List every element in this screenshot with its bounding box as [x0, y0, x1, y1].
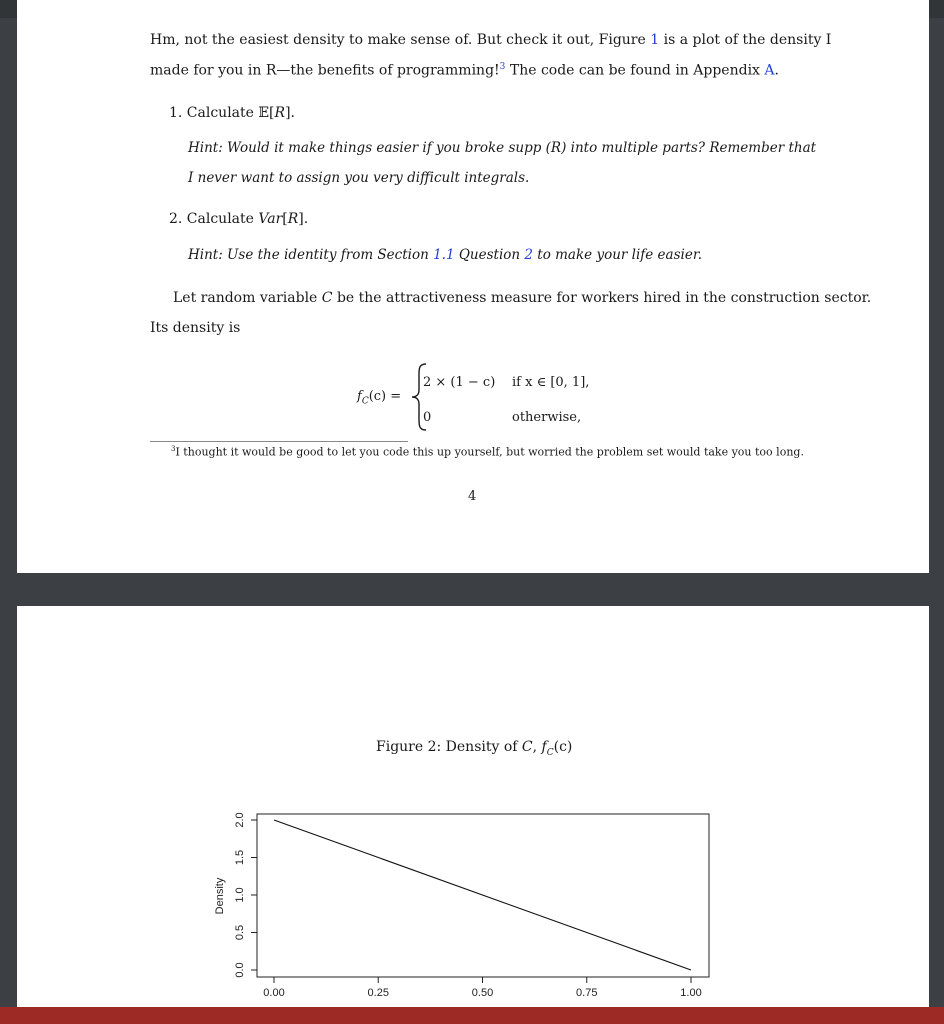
footnote-rule [150, 441, 408, 442]
hint-line: I never want to assign you very difficult integrals. [188, 170, 530, 186]
pdf-page-5 [17, 606, 929, 1007]
case-2-expression: 0 [423, 410, 432, 425]
x-tick-label: 0.25 [367, 987, 389, 999]
case-1-expression: 2 × (1 − c) [423, 375, 496, 390]
hint-line: Hint: Would it make things easier if you broke supp (R) into multiple parts? Remember that [188, 140, 817, 156]
question-2: 2. Calculate Var[R]. [169, 211, 309, 227]
viewer-bottom-bar [0, 1007, 944, 1024]
density-line [274, 820, 691, 970]
density-plot [17, 606, 929, 1007]
section-link[interactable]: 1.1 [433, 247, 455, 263]
paragraph-line: made for you in R—the benefits of programming!$^3$ The code can be found in Appendix A. [150, 62, 779, 79]
case-2-condition: otherwise, [512, 410, 582, 425]
hint-line: Hint: Use the identity from Section 1.1 Question 2 to make your life easier. [188, 247, 703, 263]
y-axis [234, 812, 257, 977]
appendix-link[interactable]: A [764, 62, 775, 79]
x-tick-label: 0.50 [471, 987, 494, 999]
y-tick-label: 0.5 [234, 924, 246, 941]
x-tick-label: 0.75 [576, 987, 598, 999]
pdf-page-4 [17, 0, 929, 573]
y-tick-label: 1.0 [234, 887, 246, 903]
footnote: $^3$I thought it would be good to let you code this up yourself, but worried the problem set would take you too long. [171, 445, 804, 459]
x-axis [263, 977, 701, 999]
y-tick-label: 0.0 [234, 962, 246, 978]
y-axis-label: Density [214, 877, 226, 915]
case-1-condition: if x ∈ [0, 1], [512, 375, 590, 390]
equation-lhs: $f_C(c)$ = [357, 389, 402, 407]
paragraph-line: Its density is [150, 320, 241, 336]
paragraph-line: Hm, not the easiest density to make sense of. But check it out, Figure 1 is a plot of the density I [150, 32, 832, 48]
footnote-link[interactable]: 3 [499, 62, 506, 72]
y-tick-label: 2.0 [234, 812, 246, 828]
series-layer [274, 820, 691, 970]
question-link[interactable]: 2 [524, 247, 533, 263]
paragraph-line: Let random variable C be the attractiveness measure for workers hired in the construction sector. [173, 290, 872, 306]
y-tick-label: 1.5 [234, 849, 246, 866]
x-tick-label: 1.00 [680, 987, 702, 999]
x-tick-label: 0.00 [263, 987, 285, 999]
question-1: 1. Calculate 𝔼[R]. [169, 105, 295, 121]
figure-caption: Figure 2: Density of C, $f_C(c)$ [376, 739, 573, 758]
page-number: 4 [468, 489, 477, 504]
figure-link[interactable]: 1 [650, 32, 660, 48]
